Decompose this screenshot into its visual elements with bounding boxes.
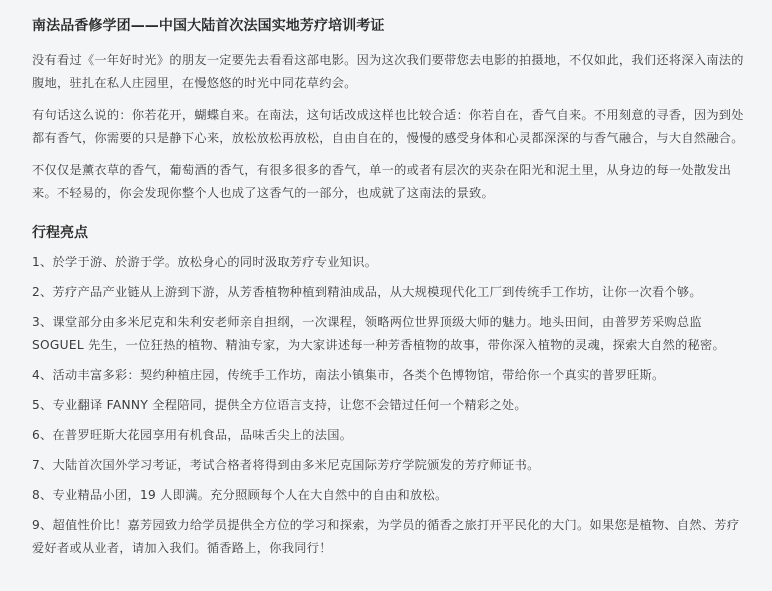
highlight-item: 9、超值性价比！嘉芳园致力给学员提供全方位的学习和探索，为学员的循香之旅打开平民化的大门。如果您是植物、自然、芳疗爱好者或从业者，请加入我们。循香路上，你我同行！ — [32, 518, 740, 555]
highlight-item: 7、大陆首次国外学习考证，考试合格者将得到由多米尼克国际芳疗学院颁发的芳疗师证书。 — [32, 458, 540, 472]
highlight-item: 4、活动丰富多彩：契约种植庄园，传统手工作坊，南法小镇集市，各类个色博物馆，带给你一个真实的普罗旺斯。 — [32, 368, 665, 382]
intro-paragraph-3: 不仅仅是薰衣草的香气，葡萄酒的香气，有很多很多的香气，单一的或者有层次的夹杂在阳光和泥土里，从身边的每一处散发出来。不轻易的，你会发现你整个人也成了这香气的一部分，也成就了这南法的景致。 — [32, 163, 732, 200]
highlight-item: 5、专业翻译 FANNY 全程陪同，提供全方位语言支持，让您不会错过任何一个精彩之处。 — [32, 398, 527, 412]
highlight-item: 6、在普罗旺斯大花园享用有机食品，品味舌尖上的法国。 — [32, 428, 353, 442]
highlight-item: 3、课堂部分由多米尼克和朱利安老师亲自担纲，一次课程，领略两位世界顶级大师的魅力。地头田间，由普罗芳采购总监SOGUEL 先生，一位狂热的植物、精油专家，为大家讲述每一种芳香植物的故事，带你深入植物的灵魂，探索大自然的秘密。 — [32, 315, 726, 352]
highlight-item: 8、专业精品小团，19 人即满。充分照顾每个人在大自然中的自由和放松。 — [32, 488, 448, 502]
highlight-item: 2、芳疗产品产业链从上游到下游，从芳香植物种植到精油成品，从大规模现代化工厂到传统手工作坊，让你一次看个够。 — [32, 285, 702, 299]
intro-paragraph-2: 有句话这么说的：你若花开，蝴蝶自来。在南法，这句话改成这样也比较合适：你若自在，香气自来。不用刻意的寻香，因为到处都有香气，你需要的只是静下心来，放松放松再放松，自由自在的，慢慢的感受身体和心灵都深深的与香气融合，与大自然融合。 — [32, 108, 744, 145]
highlight-item: 1、於学于游、於游于学。放松身心的同时汲取芳疗专业知识。 — [32, 255, 378, 269]
highlights-list — [32, 251, 746, 560]
article-title: 南法品香修学团——中国大陆首次法国实地芳疗培训考证 — [32, 18, 385, 34]
intro-paragraph-1: 没有看过《一年好时光》的朋友一定要先去看看这部电影。因为这次我们要带您去电影的拍摄地，不仅如此，我们还将深入南法的腹地，驻扎在私人庄园里，在慢悠悠的时光中同花草约会。 — [32, 53, 744, 90]
section-title-highlights: 行程亮点 — [32, 225, 88, 241]
